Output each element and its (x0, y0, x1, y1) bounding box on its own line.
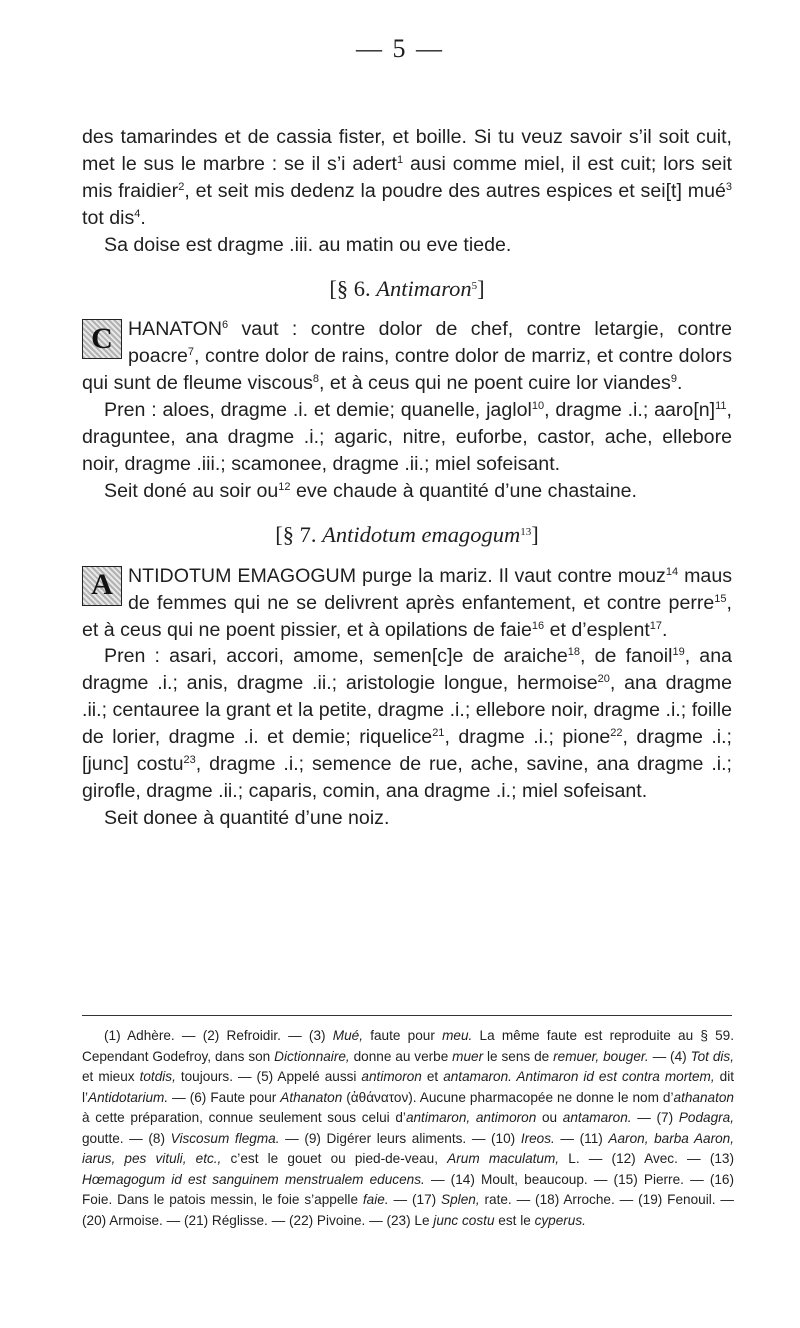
fn-text: est le (494, 1212, 535, 1228)
fn-italic: Aaron, barba Aaron, iarus, pes vituli, etc., (82, 1130, 735, 1166)
footnote-block (82, 1026, 734, 1231)
section-6-heading (82, 276, 732, 303)
text: , et seit mis dedenz la poudre des autres espices et sei[t] mué (184, 179, 726, 202)
section-7-dose: Seit donee à quantité d’une noiz. (104, 806, 390, 829)
fn-italic: muer (452, 1048, 484, 1064)
fn-text: — (9) Digérer leurs aliments. — (10) (279, 1130, 521, 1146)
note-ref: 6 (222, 319, 229, 332)
fn-italic: Splen, (441, 1192, 480, 1207)
fn-text: — (11) (554, 1130, 609, 1146)
note-ref: 15 (714, 592, 727, 605)
fn-italic: Arum maculatum, (447, 1151, 560, 1166)
section-6-recipe (82, 397, 732, 478)
fn-text: et (421, 1069, 444, 1084)
dropcap-ornament (82, 319, 122, 359)
heading-title: Antimaron (376, 275, 472, 301)
text: HANATON (128, 318, 222, 341)
text: . (676, 372, 683, 395)
fn-italic: faie. (362, 1192, 389, 1207)
note-ref: 22 (610, 727, 623, 740)
text: , dragme .i.; semence de rue, ache, savine, ana dragme .i.; girofle, dragme .ii.; caparis, comin, ana dragme .i.; miel sofeisant. (82, 753, 733, 802)
fn-text: — (6) Faute pour (168, 1089, 281, 1105)
dropcap-letter: A (83, 567, 121, 605)
fn-italic: junc costu (433, 1212, 495, 1228)
intro-paragraph (82, 124, 732, 232)
note-ref: 3 (725, 180, 733, 193)
fn-text: et mieux (82, 1069, 140, 1084)
note-ref: 18 (567, 646, 581, 659)
text: , de fanoil (580, 645, 673, 668)
fn-italic: Ireos. (520, 1130, 555, 1146)
fn-italic: antamaron. (562, 1110, 632, 1125)
section-6-dose (82, 478, 732, 505)
text: Seit doné au soir ou (104, 479, 279, 502)
fn-text: — (7) (631, 1110, 679, 1125)
fn-text: faute pour (362, 1028, 443, 1043)
note-ref: 10 (531, 400, 545, 413)
fn-italic: Hœmagogum id est sanguinem menstrualem educens. (82, 1171, 425, 1187)
fn-text: — (14) Moult, beaucoup. — (15) Pierre. — (16) Foie. Dans le patois messin, le foie s’appelle (82, 1171, 734, 1207)
main-text (82, 124, 732, 832)
note-ref: 8 (312, 373, 320, 386)
fn-text: (1) Adhère. — (2) Refroidir. — (3) (104, 1028, 333, 1043)
text: des tamarindes et de cassia fister, et boille. Si tu veuz savoir s’il soit cuit, met le sus le marbre : se il s’i adert (82, 126, 732, 175)
fn-text: ou (536, 1110, 563, 1125)
note-ref: 5 (471, 279, 478, 292)
text: et d’esplent (544, 618, 650, 641)
text: , draguntee, ana dragme .i.; agaric, nitre, euforbe, castor, ache, ellebore noir, dragme .iii.; scamonee, dragme .ii.; miel sofeisant. (82, 399, 732, 475)
text: NTIDOTUM EMAGOGUM purge la mariz. Il vaut contre mouz (128, 564, 666, 587)
dropcap-letter: C (83, 320, 121, 358)
note-ref: 21 (432, 727, 445, 740)
fn-italic: meu. (442, 1028, 473, 1043)
note-ref: 4 (134, 207, 141, 220)
fn-italic: antimaron, antimoron (405, 1110, 537, 1125)
footnotes (82, 1026, 734, 1231)
fn-italic: athanaton (673, 1089, 734, 1105)
page-number: — 5 — (356, 34, 444, 63)
text: tot dis (82, 206, 135, 229)
fn-italic: Viscosum flegma. (170, 1130, 280, 1146)
note-ref: 2 (178, 180, 185, 193)
fn-text: le sens de (483, 1048, 554, 1064)
text: . (662, 618, 668, 641)
fn-text: rate. — (18) Arroche. — (19) Fenouil. — (20) Armoise. — (21) Réglisse. — (22) Pivoine. — (23) Le (82, 1192, 735, 1228)
fn-text: dit l’ (82, 1069, 735, 1105)
note-ref: 9 (670, 373, 677, 386)
fn-italic: totdis, (139, 1069, 176, 1084)
text: , ana dragme .i.; anis, dragme .ii.; aristologie longue, hermoise (82, 645, 732, 695)
fn-text: c’est le gouet ou pied-de-veau, (221, 1151, 448, 1166)
fn-italic: Podagra, (678, 1110, 734, 1125)
note-ref: 17 (649, 619, 663, 632)
note-ref: 11 (715, 400, 727, 413)
section-7-heading (82, 522, 732, 549)
heading-bracket: [§ 7. (275, 521, 323, 547)
note-ref: 13 (520, 525, 532, 538)
text: ausi comme miel, il est cuit; lors seit mis fraidier (82, 152, 732, 202)
fn-text: La même faute est reproduite au § 59. Cependant Godefroy, dans son (82, 1028, 735, 1064)
text: eve chaude à quantité d’une chastaine. (290, 479, 637, 502)
fn-italic: antamaron. Antimaron id est contra mortem, (443, 1069, 715, 1084)
note-ref: 16 (531, 619, 545, 632)
text: . (140, 206, 146, 229)
text: , ana dragme .ii.; centauree la grant et la petite, dragme .i.; ellebore noir, dragme .i.; foille de lorier, dragme .i. et demie; riquelice (82, 672, 733, 749)
section-6-paragraph (82, 316, 732, 397)
note-ref: 1 (397, 153, 404, 166)
text: Pren : asari, accori, amome, semen[c]e de araiche (104, 645, 568, 668)
fn-italic: Dictionnaire, (274, 1048, 350, 1064)
heading-bracket: [§ 6. (329, 275, 377, 301)
text: , contre dolor de rains, contre dolor de marriz, et contre dolors qui sunt de fleume viscous (82, 345, 732, 395)
heading-title: Antidotum emagogum (322, 521, 521, 547)
text: , et à ceus qui ne poent pissier, et à opilations de faie (82, 591, 732, 641)
text: , dragme .i.; pione (444, 726, 611, 749)
fn-text: (ἀθάνατον). Aucune pharmacopée ne donne le nom d’ (342, 1089, 674, 1105)
fn-text: L. — (12) Avec. — (13) (559, 1151, 734, 1166)
text: vaut : contre dolor de chef, contre letargie, contre poacre (128, 318, 732, 368)
heading-bracket: ] (477, 275, 485, 301)
note-ref: 7 (187, 346, 195, 359)
text: maus de femmes qui ne se delivrent après enfantement, et contre perre (128, 564, 733, 614)
fn-text: toujours. — (5) Appelé aussi (175, 1069, 362, 1084)
fn-text: goutte. — (8) (82, 1130, 171, 1146)
heading-bracket: ] (531, 521, 539, 547)
note-ref: 23 (183, 754, 196, 767)
footnote-rule (82, 1015, 732, 1016)
fn-text: — (4) (648, 1048, 691, 1064)
section-7-paragraph (82, 563, 732, 644)
note-ref: 20 (597, 673, 610, 686)
section-7-recipe (82, 643, 732, 804)
text: , dragme .i.; [junc] costu (82, 726, 733, 776)
note-ref: 19 (672, 646, 685, 659)
fn-text: — (17) (388, 1192, 442, 1207)
fn-italic: Mué, (332, 1028, 363, 1043)
text: Pren : aloes, dragme .i. et demie; quanelle, jaglol (104, 399, 532, 422)
note-ref: 14 (665, 565, 679, 578)
dose-paragraph: Sa doise est dragme .iii. au matin ou eve tiede. (104, 233, 512, 256)
text: , dragme .i.; aaro[n] (544, 399, 716, 422)
fn-italic: cyperus. (534, 1212, 586, 1228)
text: , et à ceus qui ne poent cuire lor viandes (319, 372, 671, 395)
fn-text: donne au verbe (349, 1048, 453, 1064)
fn-italic: antimoron (361, 1069, 422, 1084)
fn-italic: Athanaton (280, 1089, 343, 1105)
dropcap-ornament (82, 566, 122, 606)
fn-text: à cette préparation, connue seulement sous celui d’ (82, 1110, 406, 1125)
fn-italic: remuer, bouger. (553, 1048, 649, 1064)
fn-italic: Tot dis, (690, 1048, 734, 1064)
fn-italic: Antidotarium. (88, 1089, 169, 1105)
note-ref: 12 (278, 480, 291, 493)
